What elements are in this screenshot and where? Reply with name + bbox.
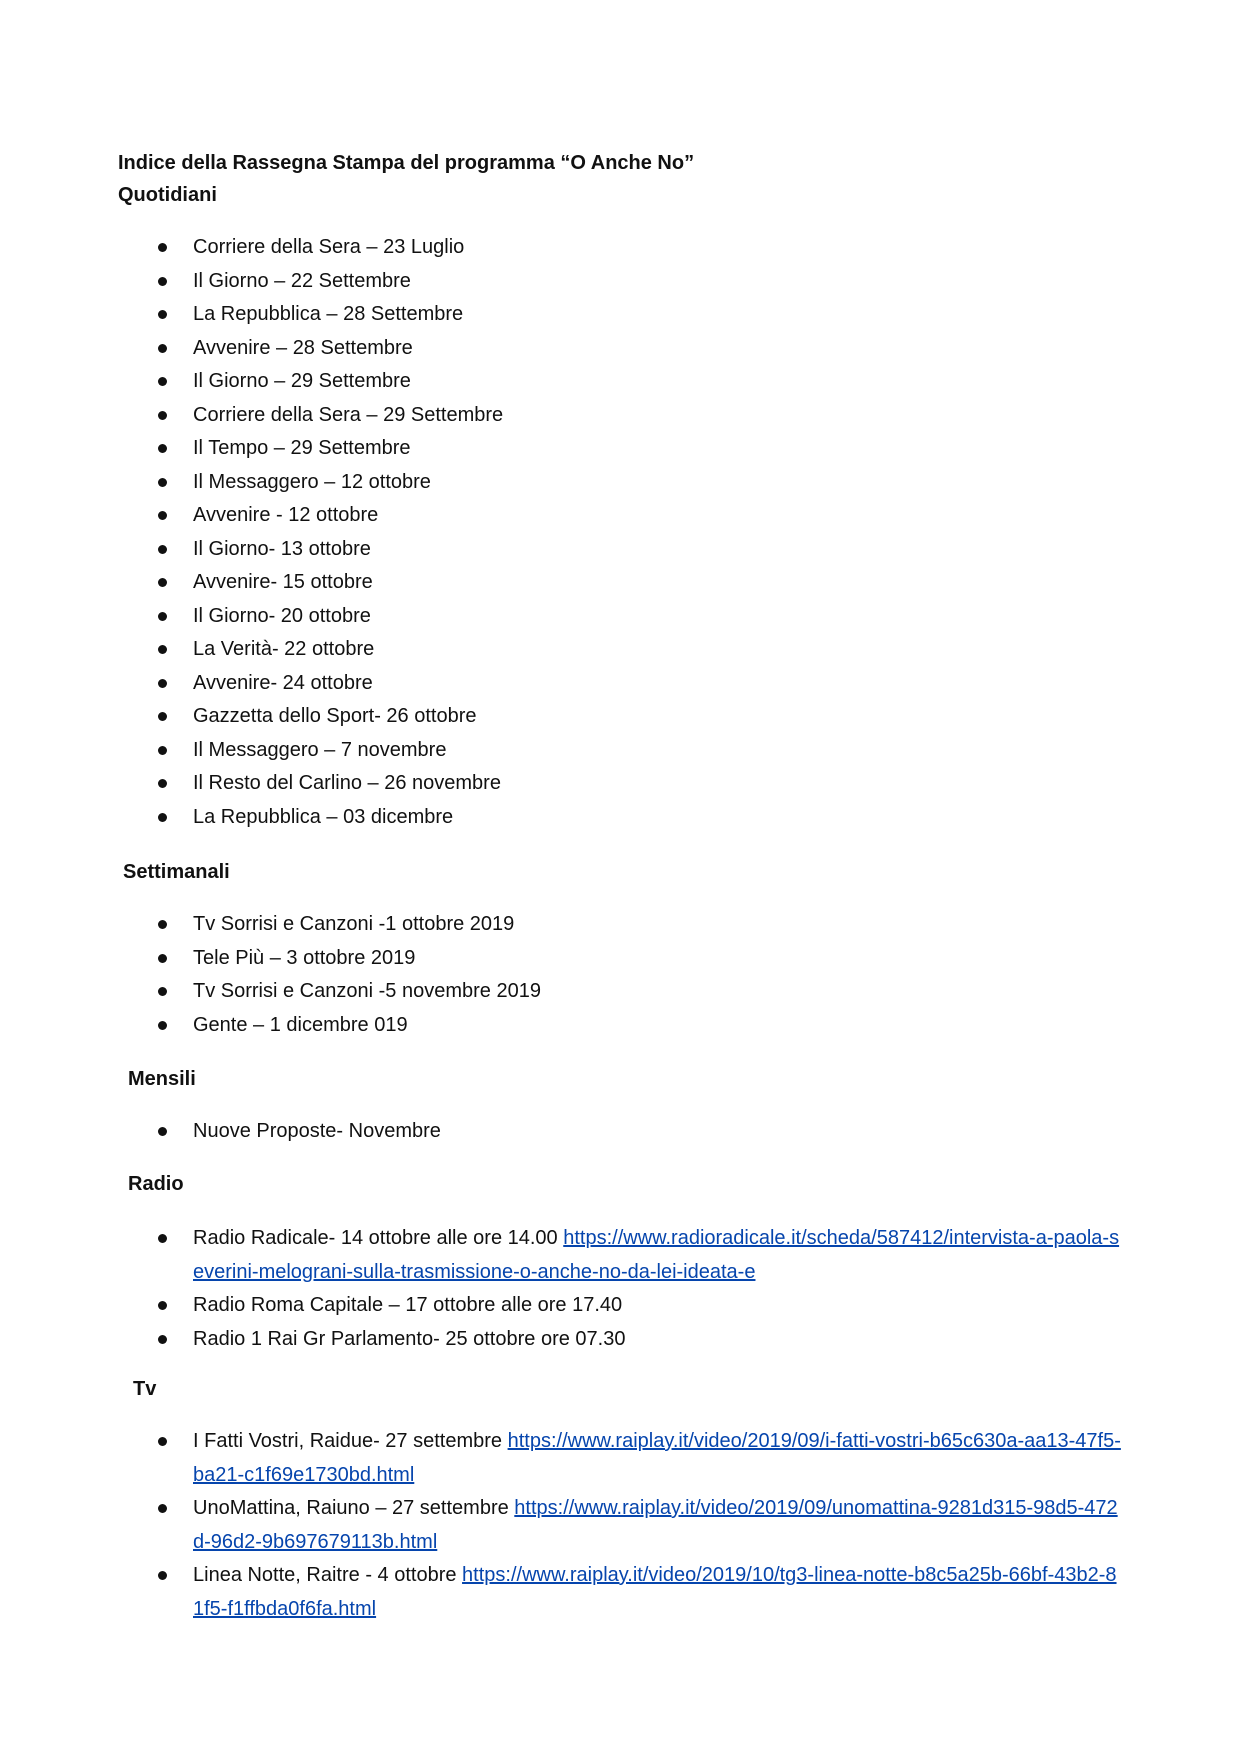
bullet-icon xyxy=(158,645,167,654)
bullet-icon xyxy=(158,578,167,587)
list-item xyxy=(0,700,1241,734)
list-item xyxy=(0,399,1241,433)
bullet-icon xyxy=(158,612,167,621)
list-item xyxy=(0,1425,1241,1492)
list-item xyxy=(0,298,1241,332)
list-item-text: Avvenire – 28 Settembre xyxy=(193,336,413,359)
list-item xyxy=(0,231,1241,265)
linea-notte-link[interactable]: https://www.raiplay.it/video/2019/10/tg3-linea-notte-b8c5a25b-66bf-43b2-81f5-f1ffbda0f6fa.html xyxy=(193,1564,1117,1620)
list-item xyxy=(0,1115,1241,1149)
bullet-icon xyxy=(158,377,167,386)
list-mensili xyxy=(0,1115,1241,1149)
list-item-text: Il Tempo – 29 Settembre xyxy=(193,437,411,459)
list-item xyxy=(0,600,1241,634)
list-item-text: Gente – 1 dicembre 019 xyxy=(193,1013,408,1036)
list-item-content xyxy=(193,1222,1123,1289)
list-item-text: Corriere della Sera – 23 Luglio xyxy=(193,236,465,258)
list-item-text: Linea Notte, Raitre - 4 ottobre xyxy=(193,1564,463,1586)
list-item xyxy=(0,566,1241,600)
list-item xyxy=(0,908,1241,942)
list-item-text: Radio Roma Capitale – 17 ottobre alle ore 17.40 xyxy=(193,1294,623,1316)
list-item-text: La Verità- 22 ottobre xyxy=(193,638,375,660)
list-item-text: Radio 1 Rai Gr Parlamento- 25 ottobre ore 07.30 xyxy=(193,1327,626,1350)
bullet-icon xyxy=(158,920,167,929)
bullet-icon xyxy=(158,1021,167,1030)
list-item-text: Il Messaggero – 7 novembre xyxy=(193,738,447,761)
bullet-icon xyxy=(158,779,167,788)
heading-settimanali: Settimanali xyxy=(123,861,230,883)
bullet-icon xyxy=(158,243,167,252)
list-item-content xyxy=(193,1492,1123,1559)
list-item-text: Nuove Proposte- Novembre xyxy=(193,1120,441,1142)
bullet-icon xyxy=(158,545,167,554)
heading-mensili: Mensili xyxy=(128,1068,196,1090)
list-item xyxy=(0,975,1241,1009)
unomattina-link[interactable]: https://www.raiplay.it/video/2019/09/unomattina-9281d315-98d5-472d-96d2-9b697679113b.html xyxy=(193,1497,1118,1553)
bullet-icon xyxy=(158,1571,167,1580)
list-tv xyxy=(0,1425,1241,1626)
list-item-text: Il Giorno- 13 ottobre xyxy=(193,537,371,560)
list-item xyxy=(0,734,1241,768)
list-item-text: Tv Sorrisi e Canzoni -5 novembre 2019 xyxy=(193,980,541,1002)
list-item-text: La Repubblica – 28 Settembre xyxy=(193,303,464,325)
bullet-icon xyxy=(158,679,167,688)
bullet-icon xyxy=(158,746,167,755)
bullet-icon xyxy=(158,344,167,353)
list-item xyxy=(0,533,1241,567)
list-item xyxy=(0,1323,1241,1357)
list-item xyxy=(0,1289,1241,1323)
list-item xyxy=(0,1492,1241,1559)
list-item-content xyxy=(193,1425,1123,1492)
bullet-icon xyxy=(158,478,167,487)
heading-quotidiani: Quotidiani xyxy=(118,184,217,206)
list-item-text: Gazzetta dello Sport- 26 ottobre xyxy=(193,705,477,727)
bullet-icon xyxy=(158,954,167,963)
list-item xyxy=(0,365,1241,399)
list-item-text: Il Giorno – 29 Settembre xyxy=(193,370,411,392)
list-item xyxy=(0,432,1241,466)
list-item-text: Avvenire- 24 ottobre xyxy=(193,671,373,694)
list-item-content xyxy=(193,1559,1123,1626)
bullet-icon xyxy=(158,712,167,721)
list-item-text: Avvenire - 12 ottobre xyxy=(193,504,379,526)
list-item-text: La Repubblica – 03 dicembre xyxy=(193,805,454,828)
list-item xyxy=(0,332,1241,366)
bullet-icon xyxy=(158,1234,167,1243)
list-item-text: Tele Più – 3 ottobre 2019 xyxy=(193,946,416,969)
list-item-text: Avvenire- 15 ottobre xyxy=(193,571,373,593)
list-item-text: Corriere della Sera – 29 Settembre xyxy=(193,403,504,426)
list-item-text: Radio Radicale- 14 ottobre alle ore 14.00 xyxy=(193,1227,564,1249)
list-item xyxy=(0,667,1241,701)
bullet-icon xyxy=(158,310,167,319)
list-item xyxy=(0,767,1241,801)
list-radio xyxy=(0,1222,1241,1356)
bullet-icon xyxy=(158,511,167,520)
bullet-icon xyxy=(158,987,167,996)
bullet-icon xyxy=(158,444,167,453)
bullet-icon xyxy=(158,1301,167,1310)
list-item-text: Il Resto del Carlino – 26 novembre xyxy=(193,772,501,794)
bullet-icon xyxy=(158,277,167,286)
list-item xyxy=(0,942,1241,976)
list-item-text: Tv Sorrisi e Canzoni -1 ottobre 2019 xyxy=(193,913,515,935)
bullet-icon xyxy=(158,411,167,420)
list-item xyxy=(0,466,1241,500)
document-title: Indice della Rassegna Stampa del programma “O Anche No” xyxy=(118,152,695,174)
list-quotidiani xyxy=(0,231,1241,834)
list-item-text: UnoMattina, Raiuno – 27 settembre xyxy=(193,1497,515,1519)
list-item xyxy=(0,633,1241,667)
bullet-icon xyxy=(158,1127,167,1136)
list-item xyxy=(0,499,1241,533)
heading-tv: Tv xyxy=(133,1378,157,1400)
list-item-text: I Fatti Vostri, Raidue- 27 settembre xyxy=(193,1430,508,1452)
list-item-text: Il Giorno- 20 ottobre xyxy=(193,604,371,627)
list-settimanali xyxy=(0,908,1241,1042)
bullet-icon xyxy=(158,1437,167,1446)
list-item xyxy=(0,1222,1241,1289)
list-item-text: Il Messaggero – 12 ottobre xyxy=(193,470,431,493)
list-item xyxy=(0,801,1241,835)
fatti-vostri-link[interactable]: https://www.raiplay.it/video/2019/09/i-fatti-vostri-b65c630a-aa13-47f5-ba21-c1f69e1730bd.html xyxy=(193,1430,1121,1486)
bullet-icon xyxy=(158,1504,167,1513)
list-item-text: Il Giorno – 22 Settembre xyxy=(193,269,411,292)
bullet-icon xyxy=(158,1335,167,1344)
radio-radicale-link[interactable]: https://www.radioradicale.it/scheda/587412/intervista-a-paola-severini-melograni-sulla-trasmissione-o-anche-no-da-lei-ideata-e xyxy=(193,1227,1120,1283)
heading-radio: Radio xyxy=(128,1173,184,1195)
list-item xyxy=(0,1559,1241,1626)
list-item xyxy=(0,1009,1241,1043)
list-item xyxy=(0,265,1241,299)
bullet-icon xyxy=(158,813,167,822)
